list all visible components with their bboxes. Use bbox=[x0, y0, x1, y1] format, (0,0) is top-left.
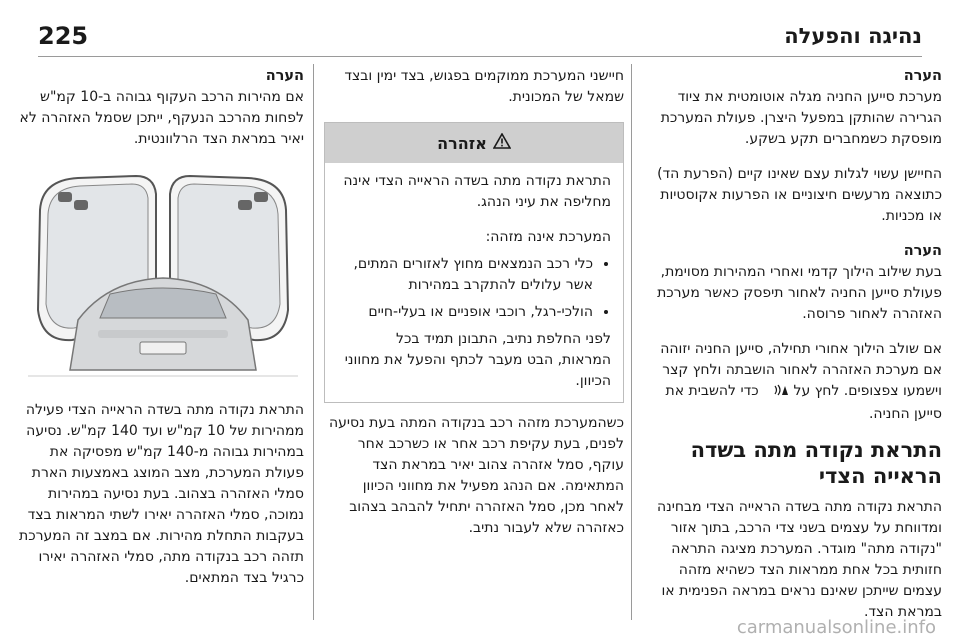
right-column bbox=[644, 66, 942, 625]
warning-text: התראת נקודה מתה בשדה הראייה הצדי אינה מחליפה את עיני הנהג. bbox=[343, 173, 611, 210]
warning-header bbox=[325, 123, 623, 163]
list-item: • כלי רכב הנמצאים מחוץ לאזורים המתים, אשר עלולים להתקרב במהירות bbox=[339, 254, 593, 296]
note-text: מערכת סייען החניה מגלה אוטומטית את ציוד הגרירה שהותקן במפעל היצרן. פעולת המערכת מופסקת כשמחברים תקע בשקע. bbox=[660, 89, 942, 147]
side-mirrors-illustration bbox=[28, 170, 298, 382]
note-text: אם מהירות הרכב העקוף גבוהה ב-10 קמ"ש לפחות מהרכב הנעקף, ייתכן שסמל האזהרה לא יאיר במראת הצד הרלוונטית. bbox=[19, 89, 304, 147]
note-text: בעת שילוב הילוך קדמי ואחרי המהירות מסוימת, פעולת סייען החניה לאחור תיפסק כאשר מערכת האזהרה לאחור פרוסה. bbox=[657, 264, 942, 322]
note-text bbox=[644, 339, 942, 425]
column-divider bbox=[631, 64, 632, 620]
note-title: הערה bbox=[903, 243, 942, 259]
middle-column bbox=[324, 66, 624, 541]
paragraph: חיישני המערכת ממוקמים בפגוש, בצד ימין ובצד שמאל של המכונית. bbox=[344, 68, 624, 105]
warning-text: המערכת אינה מזהה: bbox=[485, 229, 611, 245]
watermark: carmanualsonline.info bbox=[736, 617, 936, 638]
page-header bbox=[38, 22, 922, 50]
note-text-part: כדי להשבית את סייען החניה. bbox=[665, 383, 942, 422]
paragraph: החיישן עשוי לגלות עצם שאינו קיים (הפרעת הד) כתוצאה מרעשים חיצוניים או הפרעות אקוסטיות או מכניות. bbox=[657, 166, 942, 224]
left-column bbox=[18, 66, 304, 591]
warning-title: אזהרה bbox=[437, 133, 487, 153]
warning-triangle-icon bbox=[493, 133, 511, 154]
column-divider bbox=[313, 64, 314, 620]
note-text-part: אם שולב הילוך אחורי תחילה, סייען החניה יזוהה אם מערכת האזהרה לאחור הושבתה ולחץ קצר וישמעו צפצופים. לחץ על bbox=[660, 341, 942, 399]
note-title: הערה bbox=[903, 68, 942, 84]
page-number: 225 bbox=[38, 22, 89, 50]
list-item: • הולכי-רגל, רוכבי אופניים או בעלי-חיים bbox=[339, 302, 593, 323]
header-rule bbox=[38, 56, 922, 57]
running-title: נהיגה והפעלה bbox=[784, 24, 922, 48]
paragraph: התראת נקודה מתה בשדה הראייה הצדי פעילה ממהירות של 10 קמ"ש ועד 140 קמ"ש. נסיעה במהירות גבוהה מ-140 קמ"ש מפסיקה את פעולת המערכת, מצב המוצג באמצעות הארת סמלי האזהרה בצהוב. בעת נסיעה במהירות נמוכה, סמלי האזהרה יאירו לשתי המראות בצד בעקבות התחלת מהירות. אם במצב זה המערכת תזהה רכב בנקודה מתה, סמלי האזהרה יאירו כרגיל בצד המתאים. bbox=[19, 402, 304, 586]
paragraph: כשהמערכת מזהה רכב בנקודה המתה בעת נסיעה לפנים, בעת עקיפת רכב אחר או כשרכב אחר עוקף, סמל אזהרה צהוב יאיר במראת הצד המתאימה. אם הנהג מפעיל את מחווני הכיוון לאחר מכן, סמל האזהרה יתחיל להבהב בצהוב כאזהרה שלא לעבור נתיב. bbox=[328, 415, 624, 536]
warning-text: לפני החלפת נתיב, התבונן תמיד בכל המראות, הבט מעבר לכתף והפעל את מחווני הכיוון. bbox=[344, 331, 611, 389]
section-heading: התראת נקודה מתה בשדה הראייה הצדי bbox=[690, 438, 942, 488]
section-body: התראת נקודה מתה בשדה הראייה הצדי מבחינה ומדווחת על עצמים בשני צדי הרכב, בתוך אזור "נקודה מתה" מוגדר. המערכת מציגה התראה חזותית בכל אחת ממראות הצד כשהיא מזהה עצמים שייתכן שאינם נראים במראה הפנימית או במראת הצד. bbox=[657, 499, 942, 620]
park-assist-icon bbox=[763, 383, 789, 404]
note-title: הערה bbox=[265, 68, 304, 84]
warning-list bbox=[339, 254, 611, 323]
warning-body bbox=[325, 163, 623, 402]
warning-box bbox=[324, 122, 624, 403]
